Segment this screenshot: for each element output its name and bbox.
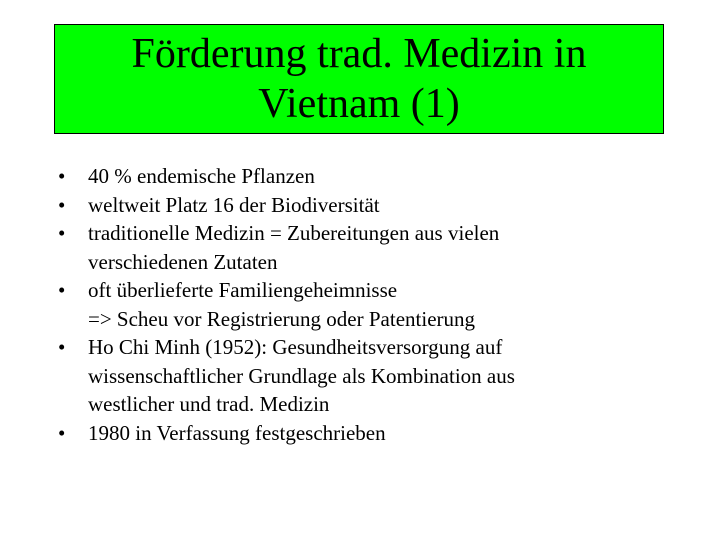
- bullet-text: [88, 191, 678, 220]
- bullet-line: traditionelle Medizin = Zubereitungen aus vielen: [88, 221, 500, 245]
- bullet-item-6: [58, 419, 678, 448]
- bullet-text: [88, 333, 678, 419]
- bullet-icon: •: [58, 420, 66, 445]
- slide-title-line-1: Förderung trad. Medizin in: [131, 31, 587, 77]
- bullet-item-3: [58, 219, 678, 276]
- bullet-line: weltweit Platz 16 der Biodiversität: [88, 192, 380, 217]
- bullet-icon: •: [58, 164, 66, 188]
- bullet-line: verschiedenen Zutaten: [88, 249, 278, 274]
- slide-title-box: [54, 24, 664, 134]
- bullet-line: 1980 in Verfassung festgeschrieben: [88, 420, 386, 445]
- bullet-item-5: [58, 333, 678, 419]
- bullet-list: [58, 162, 678, 447]
- bullet-text: [88, 419, 678, 448]
- bullet-line: => Scheu vor Registrierung oder Patentierung: [88, 306, 476, 331]
- bullet-text: [88, 162, 678, 191]
- slide-title: [132, 29, 587, 129]
- bullet-icon: •: [58, 221, 66, 245]
- bullet-icon: •: [58, 278, 66, 302]
- bullet-item-4: [58, 276, 678, 333]
- bullet-text: [88, 276, 678, 333]
- bullet-line: oft überlieferte Familiengeheimnisse: [88, 278, 398, 302]
- bullet-line: Ho Chi Minh (1952): Gesundheitsversorgung auf: [88, 335, 503, 359]
- bullet-item-2: [58, 191, 678, 220]
- bullet-icon: •: [58, 335, 66, 359]
- bullet-icon: •: [58, 192, 66, 217]
- bullet-line: 40 % endemische Pflanzen: [88, 164, 315, 188]
- slide-title-line-2: Vietnam (1): [258, 81, 460, 127]
- bullet-text: [88, 219, 678, 276]
- bullet-line: wissenschaftlicher Grundlage als Kombination aus: [88, 363, 515, 388]
- bullet-line: westlicher und trad. Medizin: [88, 392, 330, 416]
- bullet-item-1: [58, 162, 678, 191]
